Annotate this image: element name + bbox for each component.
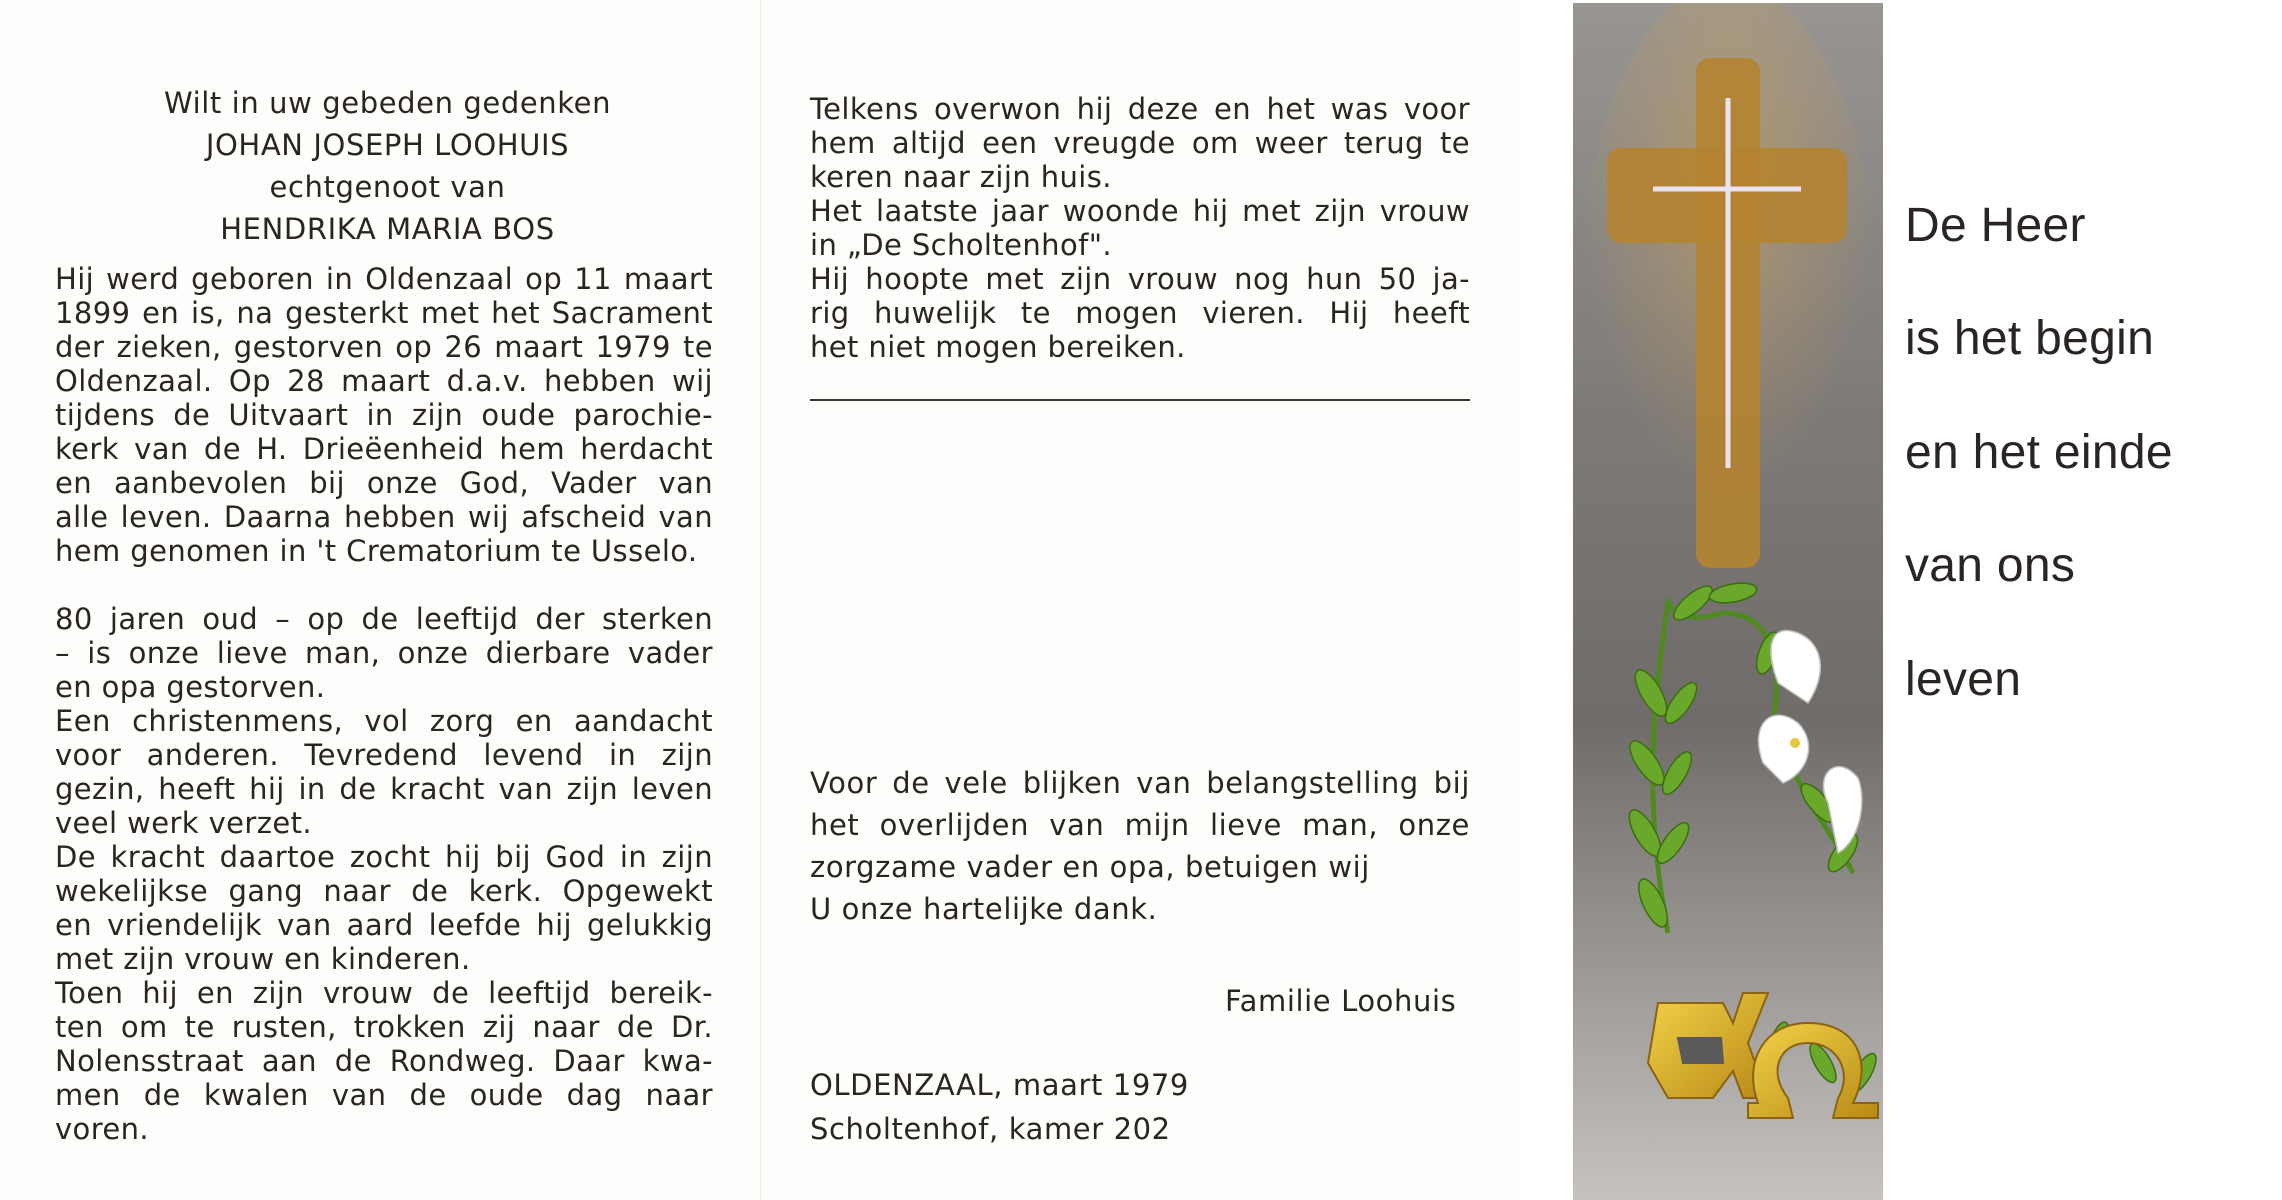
address: Scholtenhof, kamer 202 bbox=[810, 1112, 1171, 1146]
biography-paragraph-1 bbox=[55, 262, 713, 568]
text-line: gezin, heeft hij in de kracht van zijn leven bbox=[55, 772, 713, 806]
text-line: Hij werd geboren in Oldenzaal op 11 maart bbox=[55, 262, 713, 296]
text-line: Nolensstraat aan de Rondweg. Daar kwa- bbox=[55, 1044, 713, 1078]
text-line: Het laatste jaar woonde hij met zijn vrouw bbox=[810, 194, 1470, 228]
text-line: zorgzame vader en opa, betuigen wij bbox=[810, 850, 1370, 884]
text-line: het overlijden van mijn lieve man, onze bbox=[810, 808, 1470, 842]
text-line: het niet mogen bereiken. bbox=[810, 330, 1186, 364]
divider-line bbox=[810, 399, 1470, 401]
text-line: voren. bbox=[55, 1112, 150, 1146]
biography-paragraph-3 bbox=[810, 92, 1470, 364]
text-line: kerk van de H. Drieëenheid hem herdacht bbox=[55, 432, 713, 466]
text-line: hem genomen in 't Crematorium te Usselo. bbox=[55, 534, 698, 568]
spouse-name: HENDRIKA MARIA BOS bbox=[220, 212, 555, 246]
text-line: en opa gestorven. bbox=[55, 670, 326, 704]
text-line: Hij hoopte met zijn vrouw nog hun 50 ja- bbox=[810, 262, 1470, 296]
text-line: veel werk verzet. bbox=[55, 806, 312, 840]
text-line: voor anderen. Tevredend levend in zijn bbox=[55, 738, 713, 772]
text-line: U onze hartelijke dank. bbox=[810, 892, 1158, 926]
text-line: Oldenzaal. Op 28 maart d.a.v. hebben wij bbox=[55, 364, 713, 398]
biography-paragraph-2 bbox=[55, 602, 713, 1146]
text-line: alle leven. Daarna hebben wij afscheid van bbox=[55, 500, 713, 534]
verse-line-2: is het begin bbox=[1905, 312, 2155, 365]
text-line: 1899 en is, na gesterkt met het Sacrament bbox=[55, 296, 713, 330]
text-line: wekelijkse gang naar de kerk. Opgewekt bbox=[55, 874, 713, 908]
text-line: – is onze lieve man, onze dierbare vader bbox=[55, 636, 713, 670]
cross-alpha-omega-illustration bbox=[1573, 3, 1883, 1200]
text-line: en aanbevolen bij onze God, Vader van bbox=[55, 466, 713, 500]
heading-line-1: Wilt in uw gebeden gedenken bbox=[163, 86, 612, 120]
thanks-paragraph bbox=[810, 762, 1470, 930]
text-line: men de kwalen van de oude dag naar bbox=[55, 1078, 713, 1112]
verse-line-4: van ons bbox=[1905, 539, 2076, 592]
text-line: Toen hij en zijn vrouw de leeftijd bereik- bbox=[55, 976, 713, 1010]
verse-line-5: leven bbox=[1905, 653, 2022, 706]
text-line: keren naar zijn huis. bbox=[810, 160, 1112, 194]
heading-line-3: echtgenoot van bbox=[269, 170, 506, 204]
place-date: OLDENZAAL, maart 1979 bbox=[810, 1068, 1189, 1102]
text-line: De kracht daartoe zocht hij bij God in zijn bbox=[55, 840, 713, 874]
family-signature: Familie Loohuis bbox=[1225, 984, 1457, 1018]
text-line: ten om te rusten, trokken zij naar de Dr. bbox=[55, 1010, 713, 1044]
text-line: in „De Scholtenhof". bbox=[810, 228, 1113, 262]
deceased-name: JOHAN JOSEPH LOOHUIS bbox=[205, 128, 570, 162]
text-line: der zieken, gestorven op 26 maart 1979 te bbox=[55, 330, 713, 364]
text-line: Telkens overwon hij deze en het was voor bbox=[810, 92, 1470, 126]
text-line: en vriendelijk van aard leefde hij gelukkig bbox=[55, 908, 713, 942]
text-line: hem altijd een vreugde om weer terug te bbox=[810, 126, 1470, 160]
verse-line-3: en het einde bbox=[1905, 426, 2173, 479]
text-line: 80 jaren oud – op de leeftijd der sterken bbox=[55, 602, 713, 636]
text-line: met zijn vrouw en kinderen. bbox=[55, 942, 471, 976]
text-line: tijdens de Uitvaart in zijn oude parochie- bbox=[55, 398, 713, 432]
verse-line-1: De Heer bbox=[1905, 199, 2086, 252]
text-line: Een christenmens, vol zorg en aandacht bbox=[55, 704, 713, 738]
text-line: Voor de vele blijken van belangstelling bij bbox=[810, 766, 1470, 800]
text-line: rig huwelijk te mogen vieren. Hij heeft bbox=[810, 296, 1470, 330]
